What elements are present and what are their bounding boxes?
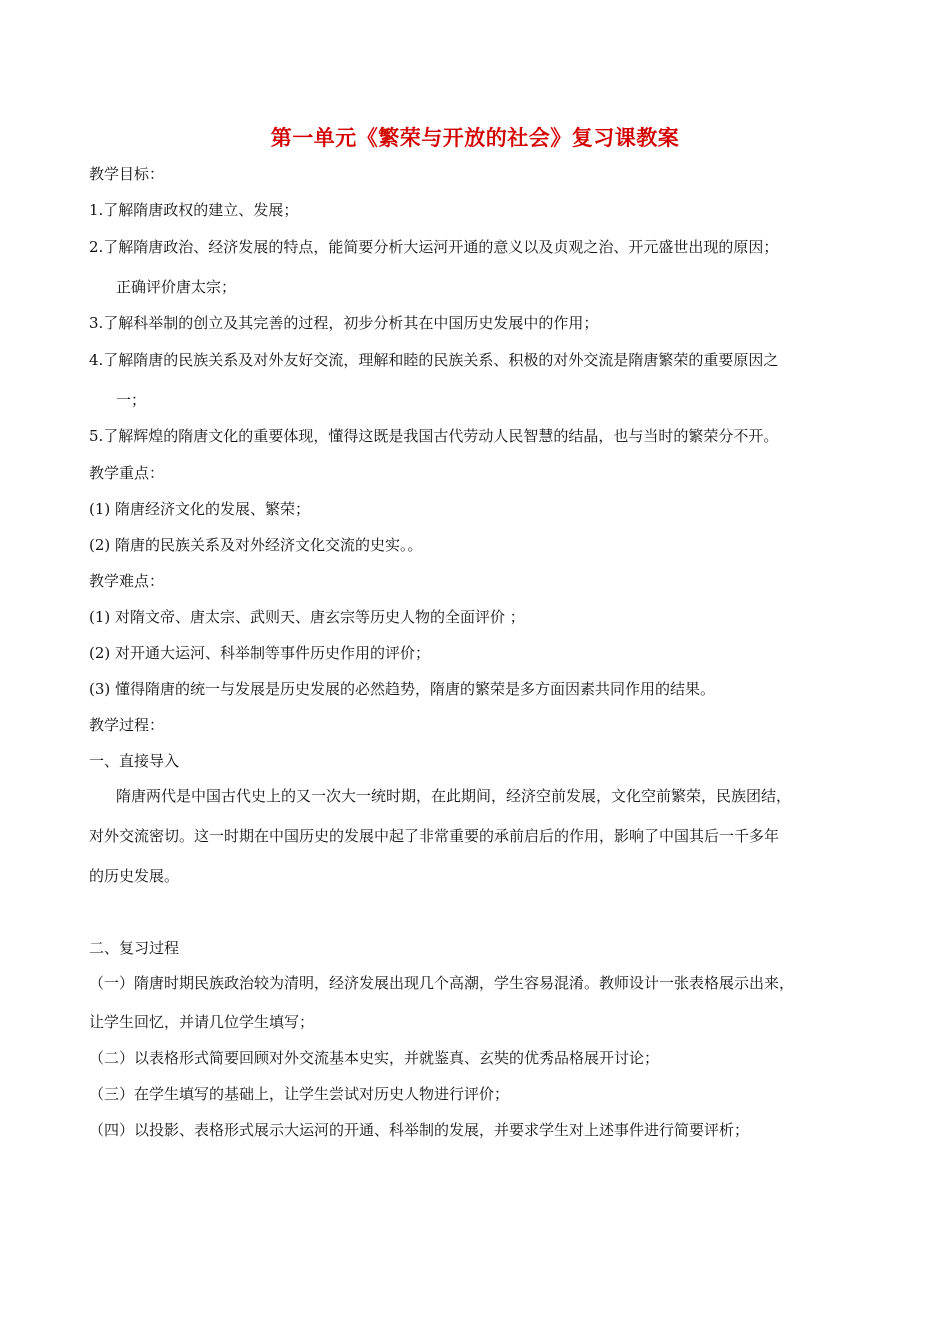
objectives-heading: 教学目标：: [89, 165, 165, 183]
section-heading: 一、直接导入: [89, 752, 180, 770]
objective-item: 1.了解隋唐政权的建立、发展；: [89, 201, 299, 219]
review-item: （一）隋唐时期民族政治较为清明，经济发展出现几个高潮，学生容易混淆。教师设计一张表格展示出来，: [89, 974, 795, 992]
objective-item: 4.了解隋唐的民族关系及对外友好交流，理解和睦的民族关系、积极的对外交流是隋唐繁荣的重要原因之: [89, 351, 779, 369]
key-points-heading: 教学重点：: [89, 464, 165, 482]
intro-paragraph-line: 对外交流密切。这一时期在中国历史的发展中起了非常重要的承前启后的作用，影响了中国其后一千多年: [89, 827, 780, 845]
document-title: 第一单元《繁荣与开放的社会》复习课教案: [270, 126, 680, 150]
key-point-item: (2) 隋唐的民族关系及对外经济文化交流的史实。。: [89, 536, 423, 554]
section-heading: 二、复习过程: [89, 939, 180, 957]
objective-item: 2.了解隋唐政治、经济发展的特点，能简要分析大运河开通的意义以及贞观之治、开元盛世出现的原因；: [89, 238, 779, 256]
review-item: （四）以投影、表格形式展示大运河的开通、科举制的发展，并要求学生对上述事件进行简要评析；: [89, 1121, 750, 1139]
objective-item-continuation: 正确评价唐太宗；: [116, 278, 237, 296]
objective-item-continuation: 一；: [116, 391, 147, 409]
difficulty-item: (1) 对隋文帝、唐太宗、武则天、唐玄宗等历史人物的全面评价 ；: [89, 608, 525, 626]
difficulty-item: (2) 对开通大运河、科举制等事件历史作用的评价；: [89, 644, 431, 662]
intro-paragraph-line: 的历史发展。: [89, 867, 180, 885]
intro-paragraph-line: 隋唐两代是中国古代史上的又一次大一统时期，在此期间，经济空前发展，文化空前繁荣，民族团结，: [116, 787, 792, 805]
difficulty-item: (3) 懂得隋唐的统一与发展是历史发展的必然趋势，隋唐的繁荣是多方面因素共同作用的结果。: [89, 680, 716, 698]
key-point-item: (1) 隋唐经济文化的发展、繁荣；: [89, 500, 311, 518]
process-heading: 教学过程：: [89, 716, 165, 734]
review-item-continuation: 让学生回忆，并请几位学生填写；: [89, 1013, 315, 1031]
review-item: （三）在学生填写的基础上，让学生尝试对历史人物进行评价；: [89, 1085, 510, 1103]
objective-item: 3.了解科举制的创立及其完善的过程，初步分析其在中国历史发展中的作用；: [89, 314, 599, 332]
objective-item: 5.了解辉煌的隋唐文化的重要体现，懂得这既是我国古代劳动人民智慧的结晶，也与当时的繁荣分不开。: [89, 427, 779, 445]
difficulties-heading: 教学难点：: [89, 572, 165, 590]
review-item: （二）以表格形式简要回顾对外交流基本史实，并就鉴真、玄奘的优秀品格展开讨论；: [89, 1049, 660, 1067]
